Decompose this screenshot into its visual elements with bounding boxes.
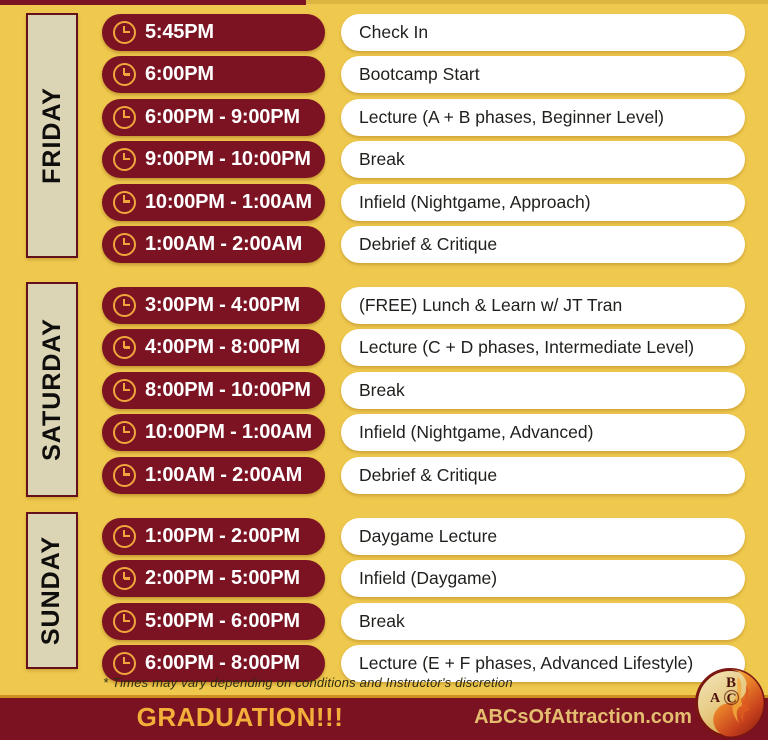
activity-label: Break (359, 379, 405, 400)
day-label-sunday: SUNDAY (37, 535, 66, 646)
clock-icon (113, 148, 136, 171)
rows-saturday (102, 287, 745, 494)
time-pill (102, 141, 325, 178)
activity-label: Break (359, 149, 405, 170)
clock-icon (113, 379, 136, 402)
activity-pill (341, 329, 745, 366)
activity-pill (341, 287, 745, 324)
footnote: * Times may vary depending on conditions and Instructor's discretion (103, 675, 513, 690)
time-pill (102, 372, 325, 409)
clock-icon (113, 464, 136, 487)
time-label: 10:00PM - 1:00AM (145, 421, 312, 444)
time-label: 4:00PM - 8:00PM (145, 336, 300, 359)
schedule-row (102, 372, 745, 409)
activity-pill (341, 14, 745, 51)
activity-pill (341, 560, 745, 597)
activity-label: Lecture (E + F phases, Advanced Lifestyle) (359, 653, 694, 674)
time-label: 8:00PM - 10:00PM (145, 378, 311, 401)
schedule-row (102, 457, 745, 494)
schedule-row (102, 226, 745, 263)
schedule-row (102, 329, 745, 366)
time-pill (102, 560, 325, 597)
activity-label: Infield (Nightgame, Advanced) (359, 422, 594, 443)
time-label: 1:00AM - 2:00AM (145, 232, 303, 255)
activity-label: (FREE) Lunch & Learn w/ JT Tran (359, 295, 623, 315)
logo-letter-a: A (709, 691, 721, 706)
activity-label: Bootcamp Start (359, 64, 480, 85)
activity-label: Break (359, 610, 405, 631)
schedule-row (102, 603, 745, 640)
activity-label: Infield (Daygame) (359, 568, 498, 589)
logo-letter-b: B (725, 675, 737, 691)
clock-icon (113, 233, 136, 256)
day-label-saturday: SATURDAY (37, 318, 66, 461)
day-box-sunday (26, 512, 78, 669)
activity-label: Lecture (A + B phases, Beginner Level) (359, 106, 664, 127)
time-pill (102, 603, 325, 640)
rows-sunday (102, 518, 745, 682)
activity-label: Check In (359, 22, 429, 42)
activity-pill (341, 414, 745, 451)
schedule-row (102, 99, 745, 136)
activity-pill (341, 372, 745, 409)
activity-pill (341, 56, 745, 93)
time-label: 2:00PM - 5:00PM (145, 567, 300, 590)
time-pill (102, 14, 325, 51)
time-label: 5:00PM - 6:00PM (145, 609, 300, 632)
clock-icon (113, 294, 136, 317)
activity-label: Lecture (C + D phases, Intermediate Level) (359, 337, 695, 358)
time-label: 3:00PM - 4:00PM (145, 294, 300, 316)
time-label: 1:00PM - 2:00PM (145, 525, 300, 547)
activity-pill (341, 457, 745, 494)
time-pill (102, 414, 325, 451)
schedule-row (102, 141, 745, 178)
time-pill (102, 287, 325, 324)
activity-pill (341, 603, 745, 640)
schedule-row (102, 518, 745, 555)
time-pill (102, 518, 325, 555)
top-edge-maroon-strip (0, 0, 306, 5)
time-label: 9:00PM - 10:00PM (145, 148, 311, 171)
activity-pill (341, 141, 745, 178)
activity-label: Infield (Nightgame, Approach) (359, 191, 591, 212)
activity-label: Daygame Lecture (359, 526, 498, 546)
clock-icon (113, 652, 136, 675)
time-label: 6:00PM - 9:00PM (145, 105, 300, 128)
time-pill (102, 99, 325, 136)
day-box-saturday (26, 282, 78, 497)
time-pill (102, 56, 325, 93)
time-pill (102, 457, 325, 494)
time-label: 5:45PM (145, 21, 214, 43)
time-pill (102, 184, 325, 221)
clock-icon (113, 106, 136, 129)
graduation-label: GRADUATION!!! (136, 702, 344, 732)
abcs-of-attraction-logo-icon (694, 667, 766, 739)
clock-icon (113, 21, 136, 44)
clock-icon (113, 567, 136, 590)
time-label: 6:00PM (145, 63, 214, 86)
clock-icon (113, 610, 136, 633)
website-label: ABCsOfAttraction.com (474, 706, 692, 728)
time-label: 6:00PM - 8:00PM (145, 652, 300, 675)
activity-pill (341, 99, 745, 136)
clock-icon (113, 336, 136, 359)
activity-label: Debrief & Critique (359, 464, 498, 485)
activity-pill (341, 518, 745, 555)
clock-icon (113, 191, 136, 214)
schedule-row (102, 14, 745, 51)
day-box-friday (26, 13, 78, 258)
schedule-row (102, 287, 745, 324)
time-pill (102, 329, 325, 366)
activity-pill (341, 184, 745, 221)
activity-label: Debrief & Critique (359, 233, 498, 254)
clock-icon (113, 421, 136, 444)
logo-letter-c: C (726, 691, 737, 707)
time-label: 1:00AM - 2:00AM (145, 463, 303, 486)
schedule-row (102, 56, 745, 93)
schedule-row (102, 414, 745, 451)
schedule-row (102, 560, 745, 597)
rows-friday (102, 14, 745, 263)
clock-icon (113, 525, 136, 548)
time-pill (102, 226, 325, 263)
clock-icon (113, 63, 136, 86)
activity-pill (341, 226, 745, 263)
schedule-row (102, 184, 745, 221)
time-label: 10:00PM - 1:00AM (145, 190, 312, 213)
day-label-friday: FRIDAY (37, 87, 66, 184)
